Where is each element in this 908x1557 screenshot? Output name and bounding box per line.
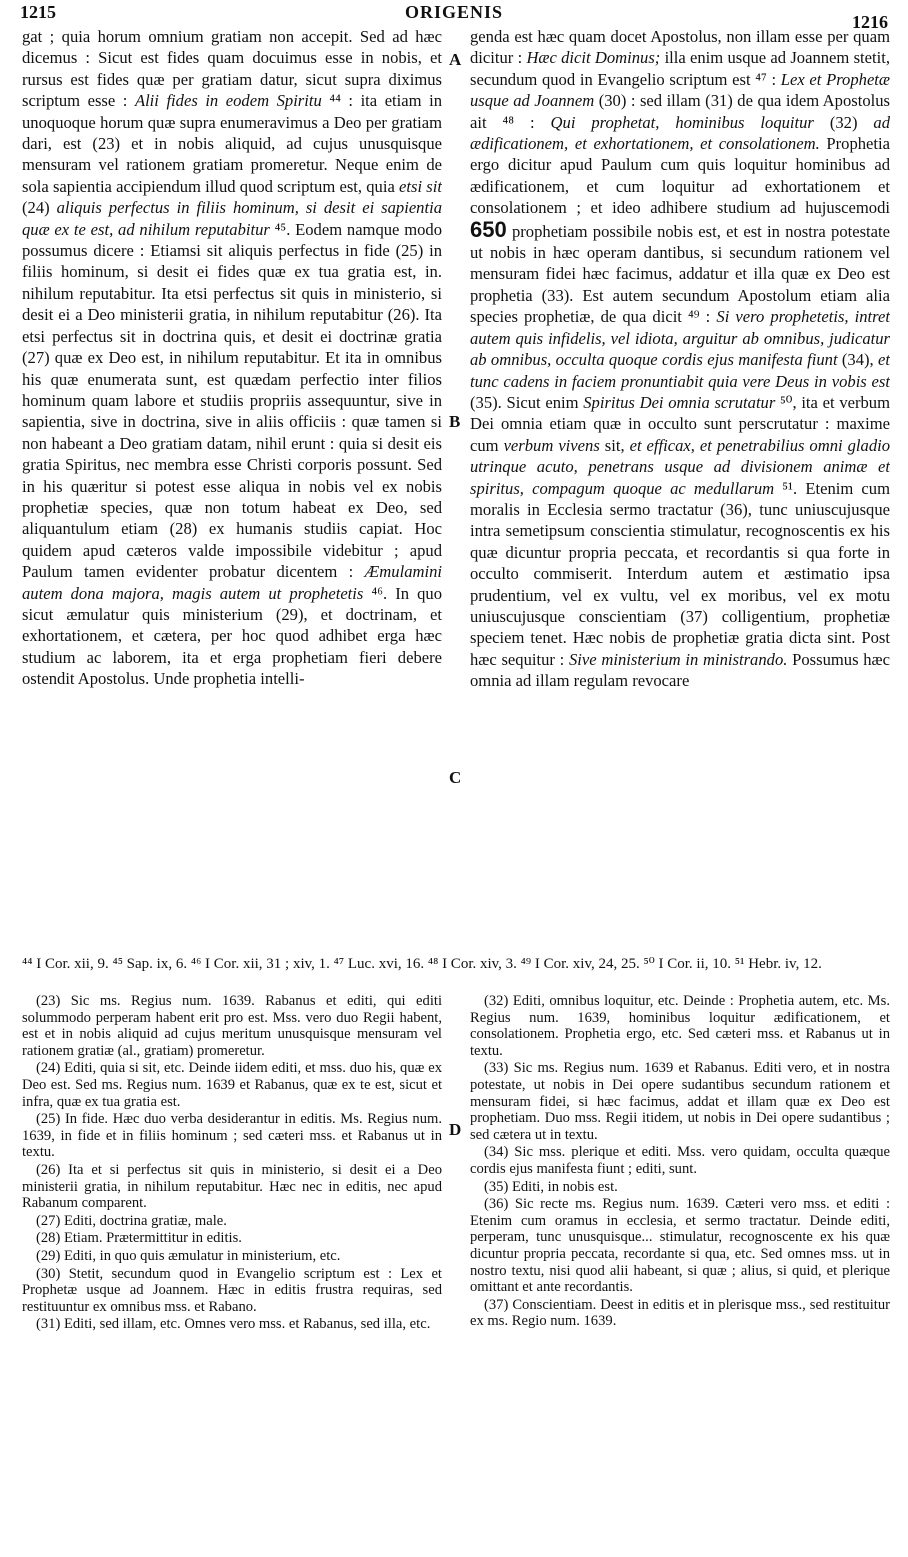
footnote: (23) Sic ms. Regius num. 1639. Rabanus et editi, qui editi solummodo perperam habent erit pro est. Mss. vero duo Regii habent, est et in nobis aliquid ad cujus meritum unusquisque mensuram vel rationem gratiæ (al., gratiam) promeretur. bbox=[22, 993, 442, 1059]
column-number-650: 650 bbox=[470, 216, 507, 242]
text-run-italic: Hæc dicit Dominus; bbox=[526, 48, 661, 68]
page-number-right: 1216 bbox=[852, 12, 888, 32]
text-run-italic: Alii fides in eodem Spiritu bbox=[134, 91, 322, 111]
text-run: illa enim usque ad Joannem stetit, secundum quod in Evangelio scriptum est ⁴⁷ : bbox=[470, 48, 890, 89]
text-run-italic: Lex et Prophetæ usque ad Joannem bbox=[470, 69, 890, 111]
scripture-references: ⁴⁴ I Cor. xii, 9. ⁴⁵ Sap. ix, 6. ⁴⁶ I Cor. xii, 31 ; xiv, 1. ⁴⁷ Luc. xvi, 16. ⁴⁸ I Cor. xiv, 3. ⁴⁹ I Cor. xiv, 24, 25. ⁵⁰ I Cor. ii, 10. ⁵¹ Hebr. iv, 12. bbox=[22, 956, 822, 972]
footnote: (33) Sic ms. Regius num. 1639 et Rabanus. Editi vero, et in nostra potestate, ut nobis in Dei opere sudantibus secundum rationem et mensuram fidei, si hæc facimus, addat et illam quæ ex Deo est prophetiam. Duo mss. Regii itidem, ut nobis in Dei opere sudantibus ; sed cætera ut in textu. bbox=[470, 1060, 890, 1143]
text-run: (35). Sicut enim bbox=[470, 392, 584, 412]
footnote: (31) Editi, sed illam, etc. Omnes vero mss. et Rabanus, sed illa, etc. bbox=[36, 1316, 431, 1333]
text-run: Prophetia ergo dicitur apud Paulum cum quis loquitur hominibus ad ædificationem, et cum loquitur ad exhortationem et consolationem ; et ideo adhibere studium ad hujuscemodi bbox=[470, 134, 890, 218]
footnote: (34) Sic mss. plerique et editi. Mss. vero quidam, occulta quæque cordis ejus manifesta fiunt ; editi, sunt. bbox=[470, 1144, 890, 1177]
text-run-italic: aliquis perfectus in filiis hominum, si desit ei sapientia quæ ex te est, ad nihilum reputabitur bbox=[22, 198, 442, 239]
margin-marker-b: B bbox=[449, 412, 461, 431]
text-run: ⁵¹. Etenim cum moralis in Ecclesia sermo tractatur (36), tunc uniuscujusque intra semetipsum conscientia stimulatur, recognoscentis ex his quæ dicuntur propria peccata, et recordantis si qua forte in occulto commiserit. Interdum autem et æstimatio ipsa prudentium, vel ex vultu, vel ex moribus, vel ex motu uniuscujusque conscientiam (37) colligentium, prophetiæ speciem tenet. Hæc nobis de prophetiæ gratia dicta sint. Post hæc sequitur : bbox=[470, 478, 890, 669]
running-title: ORIGENIS bbox=[404, 2, 504, 22]
margin-marker-d: D bbox=[449, 1120, 462, 1139]
text-run: prophetiam possibile nobis est, et est in nostra potestate ut nobis in hæc operam dantibus, si secundum rationem vel mensuram fidei hæc facimus, addatur et illa quæ ex Deo est prophetia (33). Est autem secundum Apostolum etiam alia species prophetiæ, de qua dicit ⁴⁹ : bbox=[470, 221, 890, 327]
footnote: (24) Editi, quia si sit, etc. Deinde iidem editi, et mss. duo his, quæ ex Deo est. Sed ms. Regius num. 1639 et Rabanus, quæ ex te est, sicut et infra, quæ ex tua gratia est. bbox=[22, 1060, 442, 1110]
footnote: (29) Editi, in quo quis æmulatur in ministerium, etc. bbox=[36, 1247, 341, 1264]
footnotes-left-column bbox=[22, 993, 442, 1543]
text-run-italic: Sive ministerium in ministrando. bbox=[569, 649, 788, 669]
text-run-italic: verbum vivens bbox=[503, 435, 600, 455]
text-run-italic: et efficax, et penetrabilius omni gladio utrinque acuto, penetrans usque ad divisionem animæ et spiritus, compagum quoque ac medullarum bbox=[470, 435, 890, 498]
footnote: (27) Editi, doctrina gratiæ, male. bbox=[36, 1212, 227, 1229]
text-run: ⁴⁶. In quo sicut æmulatur quis ministerium (29), et doctrinam, et exhortationem, et cætera, per hoc quod adhibet erga hæc studium ac laborem, ita et erga prophetiam fieri debere ostendit Apostolus. Unde prophetia intelli- bbox=[22, 583, 442, 689]
main-text-left-column bbox=[22, 26, 442, 951]
footnote: (37) Conscientiam. Deest in editis et in plerisque mss., sed restituitur ex ms. Regio num. 1639. bbox=[470, 1296, 890, 1330]
text-run: gat ; quia horum omnium gratiam non accepit. Sed ad hæc dicemus : Sicut est fides quam docuimus esse in nobis, et rursus est fides quæ per gratiam datur, sicut supra diximus scriptum esse : bbox=[22, 27, 442, 111]
text-run-italic: et tunc cadens in faciem pronuntiabit quia vere Deus in vobis est bbox=[470, 350, 890, 391]
footnote: (32) Editi, omnibus loquitur, etc. Deinde : Prophetia autem, etc. Ms. Regius num. 1639, hominibus loquitur ædificationem, et consolationem. Prophetia ergo, etc. Sed cæteri mss. et Rabanus ut in textu. bbox=[470, 993, 890, 1059]
text-run-italic: Spiritus Dei omnia scrutatur bbox=[583, 392, 776, 412]
text-run-italic: Æmulamini autem dona majora, magis autem ut prophetetis bbox=[22, 562, 442, 603]
footnote: (25) In fide. Hæc duo verba desiderantur in editis. Ms. Regius num. 1639, in fide et in filiis hominum ; sed cæteri mss. et Rabanus ut in textu. bbox=[22, 1111, 442, 1161]
margin-marker-c: C bbox=[449, 768, 462, 787]
text-run: ⁴⁵. Eodem namque modo possumus dicere : Etiamsi sit aliquis perfectus in fide (25) in filiis hominum, si desit ei fides quæ ex tua gratia est, in. nihilum reputabitur. Ita etsi perfectus sit quis in ministerio, si desit ei a Deo ministerii gratia, in nihilum reputabitur (26). Ita etsi perfectus sit in doctrina quis, et desit ei doctrinæ gratia (27) quæ ex Deo est, in nihilum reputabitur. Et ita in omnibus his quæ enumerata sunt, est quædam perfectio inter filios hominum quam labore et studiis propriis assequuntur, sive in sapientia, sive in doctrina, sive in aliis officiis : quæ tamen si non habeant a Deo gratiam datam, nihil erunt : quia si desit eis gratia Spiritus, nec membra esse Christi corporis possunt. Sed in his quæritur si potest esse aliqua in nobis vel ex nobis prophetiæ species, quæ non totum habeat ex Deo, sed aliquantulum etiam (28) ex humanis studiis capiat. Hoc quidem apud cæteros valde impossibile videbitur ; apud Paulum tamen evidenter probatur dicentem : bbox=[22, 219, 442, 582]
text-run: ⁴⁴ : ita etiam in unoquoque horum quæ supra enumeravimus a Deo per gratiam dari, est (23) et in nobis aliquid, ad cujus unusquisque mensuram vel rationem gratiam promeretur. Neque enim de sola sapientia accipiendum illud quod scriptum est, quia bbox=[22, 91, 442, 196]
text-run: genda est hæc quam docet Apostolus, non illam esse per quam dicitur : bbox=[470, 27, 890, 68]
footnote: (30) Stetit, secundum quod in Evangelio scriptum est : Lex et Prophetæ usque ad Joannem. Hæc in editis frustra requiras, sed restituuntur ex omnibus mss. et Rabano. bbox=[22, 1265, 442, 1315]
text-run-italic: etsi sit bbox=[399, 176, 442, 196]
text-run: sit, bbox=[599, 435, 630, 455]
text-run-italic: Qui prophetat, hominibus loquitur bbox=[550, 112, 814, 132]
text-run: (24) bbox=[22, 198, 57, 218]
footnote: (35) Editi, in nobis est. bbox=[484, 1178, 618, 1195]
footnote: (36) Sic recte ms. Regius num. 1639. Cæteri vero mss. et editi : Etenim cum oramus in ecclesia, et sermo tractatur. Deinde editi, perperam, tunc unusquisque... stimulatur, recognoscente ex his quæ dicuntur propria peccata, recordante si qua, etc. Sed omnes mss. ut in nostro textu, nisi quod alii habeant, si quæ ; alius, si quid, et plerique omittant et ante recordantis. bbox=[470, 1196, 890, 1296]
text-run: (34), bbox=[837, 350, 879, 370]
footnotes-right-column bbox=[470, 993, 890, 1543]
text-run-italic: Si vero prophetetis, intret autem quis infidelis, vel idiota, arguitur ab omnibus, judicatur ab omnibus, occulta quoque cordis ejus manifesta fiunt bbox=[470, 307, 890, 370]
text-run: (30) : sed illam (31) de qua idem Apostolus ait ⁴⁸ : bbox=[470, 91, 890, 132]
page-number-left: 1215 bbox=[20, 2, 56, 22]
margin-marker-a: A bbox=[449, 50, 462, 69]
footnote: (28) Etiam. Prætermittitur in editis. bbox=[36, 1230, 242, 1247]
text-run: Possumus hæc omnia ad illam regulam revocare bbox=[470, 649, 890, 691]
footnote: (26) Ita et si perfectus sit quis in ministerio, si desit ei a Deo ministerii gratia, in nihilum reputabitur. Hæc nec in editis, nec apud Rabanum comparent. bbox=[22, 1161, 442, 1212]
text-run-italic: ad ædificationem, et exhortationem, et consolationem. bbox=[470, 112, 890, 154]
text-run: ⁵⁰, ita et verbum Dei omnia etiam quæ in occulto sunt perscrutatur : maxime cum bbox=[470, 392, 890, 455]
main-text-right-column bbox=[470, 26, 890, 956]
text-run: (32) bbox=[813, 112, 874, 132]
